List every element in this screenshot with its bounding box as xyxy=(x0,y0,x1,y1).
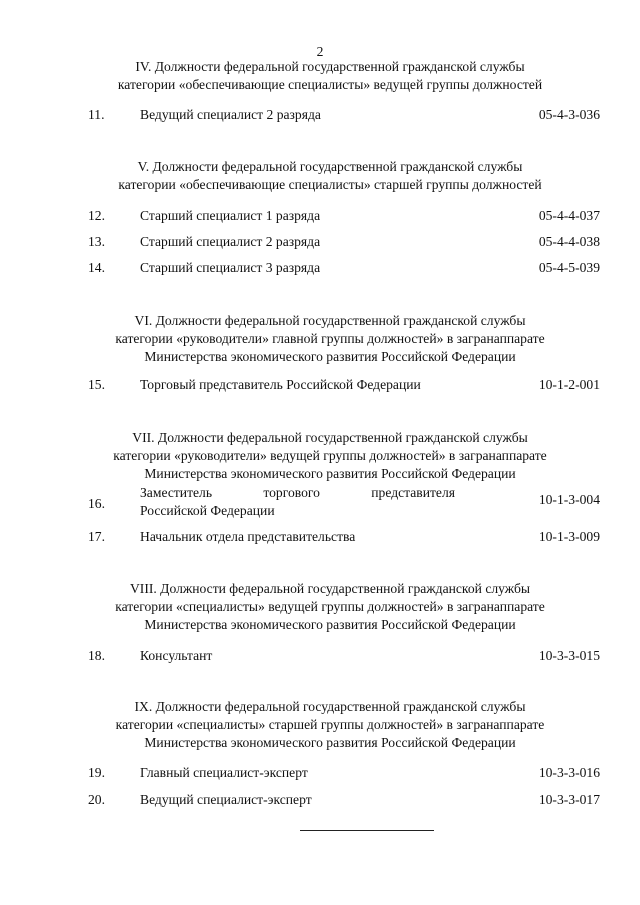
position-title: Старший специалист 2 разряда xyxy=(140,234,321,249)
position-code: 10-1-2-001 xyxy=(538,377,600,392)
position-title: Старший специалист 3 разряда xyxy=(140,260,321,275)
position-row xyxy=(0,646,640,666)
heading-line: категории «специалисты» старшей группы должностей» в загранаппарате xyxy=(115,717,545,732)
position-row xyxy=(0,527,640,547)
position-number: 14. xyxy=(88,260,105,275)
heading-line: IX. Должности федеральной государственной гражданской службы xyxy=(134,699,526,714)
section-heading xyxy=(60,698,600,752)
position-title: Старший специалист 1 разряда xyxy=(140,208,321,223)
position-title: Консультант xyxy=(140,648,213,663)
position-code: 05-4-5-039 xyxy=(538,260,600,275)
section-heading xyxy=(60,158,600,194)
position-code: 10-3-3-016 xyxy=(538,765,600,780)
position-code: 10-3-3-017 xyxy=(538,792,600,807)
heading-line: категории «руководители» ведущей группы должностей» в загранаппарате xyxy=(113,448,547,463)
position-number: 20. xyxy=(88,792,105,807)
heading-line: VI. Должности федеральной государственной гражданской службы xyxy=(134,313,526,328)
position-number: 15. xyxy=(88,377,105,392)
position-row xyxy=(0,790,640,810)
position-number: 19. xyxy=(88,765,105,780)
position-number: 18. xyxy=(88,648,105,663)
heading-line: категории «обеспечивающие специалисты» ведущей группы должностей xyxy=(117,77,543,92)
heading-line: категории «обеспечивающие специалисты» старшей группы должностей xyxy=(118,177,542,192)
heading-line: Министерства экономического развития Российской Федерации xyxy=(144,349,516,364)
heading-line: VII. Должности федеральной государственной гражданской службы xyxy=(132,430,528,445)
position-row xyxy=(0,206,640,226)
position-title-line: Заместитель торгового представителя xyxy=(140,485,455,500)
heading-line: Министерства экономического развития Российской Федерации xyxy=(144,735,516,750)
position-number: 17. xyxy=(88,529,105,544)
position-title: Торговый представитель Российской Федерации xyxy=(140,377,421,392)
position-number: 11. xyxy=(88,107,105,122)
position-title-line: Российской Федерации xyxy=(140,503,275,518)
position-code: 10-1-3-009 xyxy=(538,529,600,544)
position-code: 10-3-3-015 xyxy=(538,648,600,663)
position-code: 05-4-4-038 xyxy=(538,234,600,249)
section-heading xyxy=(60,429,600,483)
page-number: 2 xyxy=(316,44,324,59)
heading-line: IV. Должности федеральной государственной гражданской службы xyxy=(135,59,525,74)
closing-rule xyxy=(300,830,434,831)
position-row xyxy=(0,232,640,252)
position-title: Главный специалист-эксперт xyxy=(140,765,308,780)
position-row xyxy=(0,375,640,395)
heading-line: категории «специалисты» ведущей группы должностей» в загранаппарате xyxy=(115,599,545,614)
heading-line: категории «руководители» главной группы должностей» в загранаппарате xyxy=(115,331,545,346)
position-row xyxy=(0,105,640,125)
heading-line: VIII. Должности федеральной государственной гражданской службы xyxy=(129,581,531,596)
position-code: 05-4-4-037 xyxy=(538,208,600,223)
position-number: 16. xyxy=(88,496,105,511)
section-heading xyxy=(60,312,600,366)
section-heading xyxy=(60,58,600,94)
position-title: Начальник отдела представительства xyxy=(140,529,356,544)
heading-line: Министерства экономического развития Российской Федерации xyxy=(144,466,516,481)
position-number: 13. xyxy=(88,234,105,249)
position-code: 10-1-3-004 xyxy=(538,492,600,507)
position-title: Ведущий специалист 2 разряда xyxy=(140,107,321,122)
heading-line: Министерства экономического развития Российской Федерации xyxy=(144,617,516,632)
section-heading xyxy=(60,580,600,634)
position-title xyxy=(140,484,455,520)
position-code: 05-4-3-036 xyxy=(538,107,600,122)
position-number: 12. xyxy=(88,208,105,223)
position-row xyxy=(0,258,640,278)
heading-line: V. Должности федеральной государственной гражданской службы xyxy=(137,159,523,174)
position-row xyxy=(0,485,640,518)
position-title: Ведущий специалист-эксперт xyxy=(140,792,312,807)
position-row xyxy=(0,763,640,783)
